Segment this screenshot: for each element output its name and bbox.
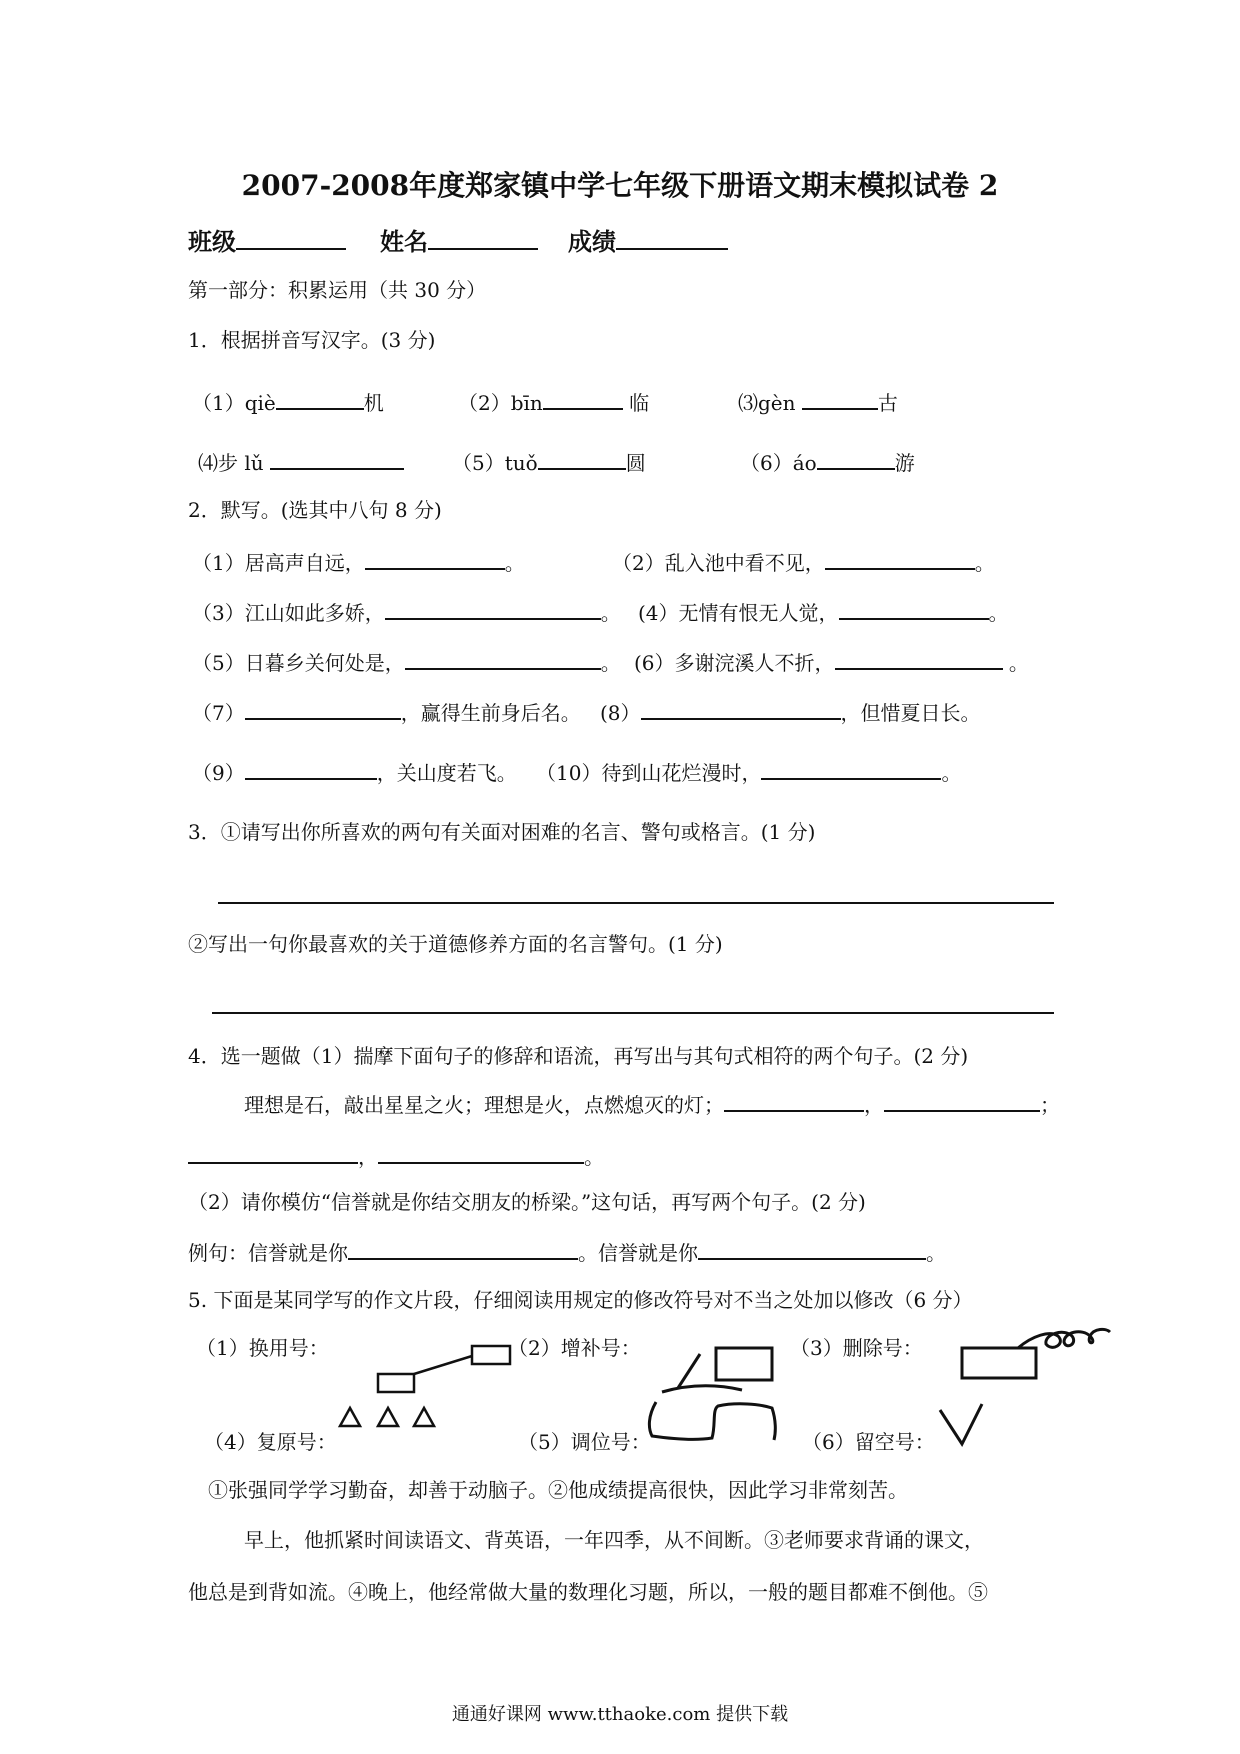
score-label: 成绩 (568, 227, 616, 256)
q4-stem: 4．选一题做（1）揣摩下面句子的修辞和语流，再写出与其句式相符的两个句子。(2 分) (188, 1044, 969, 1068)
class-label: 班级 (188, 227, 236, 256)
q5-symbol-3-label: （3）删除号： (790, 1336, 923, 1360)
delete-mark-icon (962, 1329, 1110, 1378)
insert-mark-icon (678, 1348, 772, 1388)
q1-item-2: （2）bīn 临 (458, 386, 649, 417)
q5-paragraph-2: 早上，他抓紧时间读语文、背英语，一年四季，从不间断。③老师要求背诵的课文， (244, 1528, 984, 1552)
q1-item-6: （6）áo 游 (740, 446, 915, 477)
q5-symbol-6-label: （6）留空号： (802, 1430, 935, 1454)
q3-stem: 3．①请写出你所喜欢的两句有关面对困难的名言、警句或格言。(1 分) (188, 820, 816, 844)
restore-mark-icon (340, 1408, 434, 1426)
q2-stem: 2．默写。(选其中八句 8 分) (188, 498, 442, 522)
q2-line-5: （5）日暮乡关何处是， 。 (192, 646, 621, 677)
q2-line-8: (8） ，但惜夏日长。 (600, 696, 981, 727)
q4-example: 理想是石，敲出星星之火；理想是火，点燃熄灭的灯； ， ； (244, 1088, 1060, 1119)
q5-symbol-2-label: （2）增补号： (508, 1336, 641, 1360)
q4-sub2: （2）请你模仿“信誉就是你结交朋友的桥梁。”这句话，再写两个句子。(2 分) (188, 1190, 866, 1214)
name-label: 姓名 (380, 227, 428, 256)
transpose-mark-icon (649, 1386, 775, 1440)
q1-item-1: （1）qiè 机 (192, 386, 384, 417)
q2-line-1: （1）居高声自远， 。 (192, 546, 525, 577)
q2-line-4: (4）无情有恨无人觉， 。 (638, 596, 1009, 627)
q1-item-5: （5）tuǒ 圆 (452, 446, 646, 477)
q2-line-10: （10）待到山花烂漫时， 。 (536, 756, 961, 787)
q5-stem: 5. 下面是某同学写的作文片段，仔细阅读用规定的修改符号对不当之处加以修改（6 分） (188, 1288, 973, 1312)
space-mark-icon (940, 1404, 982, 1444)
q5-symbol-4-label: （4）复原号： (204, 1430, 337, 1454)
q2-line-6: (6）多谢浣溪人不折， 。 (634, 646, 1029, 677)
q1-stem: 1．根据拼音写汉字。(3 分) (188, 328, 436, 352)
replace-mark-icon (378, 1346, 510, 1392)
q4-sub2-answer: 例句：信誉就是你 。信誉就是你 。 (188, 1236, 946, 1267)
q5-paragraph-3: 他总是到背如流。④晚上，他经常做大量的数理化习题，所以，一般的题目都难不倒他。⑤ (188, 1580, 988, 1604)
q1-item-4: ⑷步 lǔ (198, 446, 404, 477)
exam-title: 2007-2008年度郑家镇中学七年级下册语文期末模拟试卷 2 (241, 169, 999, 202)
page-footer: 通通好课网 www.tthaoke.com 提供下载 (451, 1704, 789, 1725)
q2-line-2: （2）乱入池中看不见， 。 (612, 546, 995, 577)
q4-example-cont: ， 。 (188, 1140, 604, 1171)
q1-item-3: ⑶gèn 古 (738, 386, 898, 417)
q5-symbol-5-label: （5）调位号： (518, 1430, 651, 1454)
q2-line-9: （9） ，关山度若飞。 (192, 756, 517, 787)
q2-line-3: （3）江山如此多娇， 。 (192, 596, 621, 627)
q2-line-7: （7） ，赢得生前身后名。 (192, 696, 581, 727)
q5-paragraph-1: ①张强同学学习勤奋，却善于动脑子。②他成绩提高很快，因此学习非常刻苦。 (208, 1478, 908, 1502)
q3-sub: ②写出一句你最喜欢的关于道德修养方面的名言警句。(1 分) (188, 932, 723, 956)
q5-symbol-1-label: （1）换用号： (196, 1336, 329, 1360)
part1-heading: 第一部分：积累运用（共 30 分） (188, 278, 487, 302)
